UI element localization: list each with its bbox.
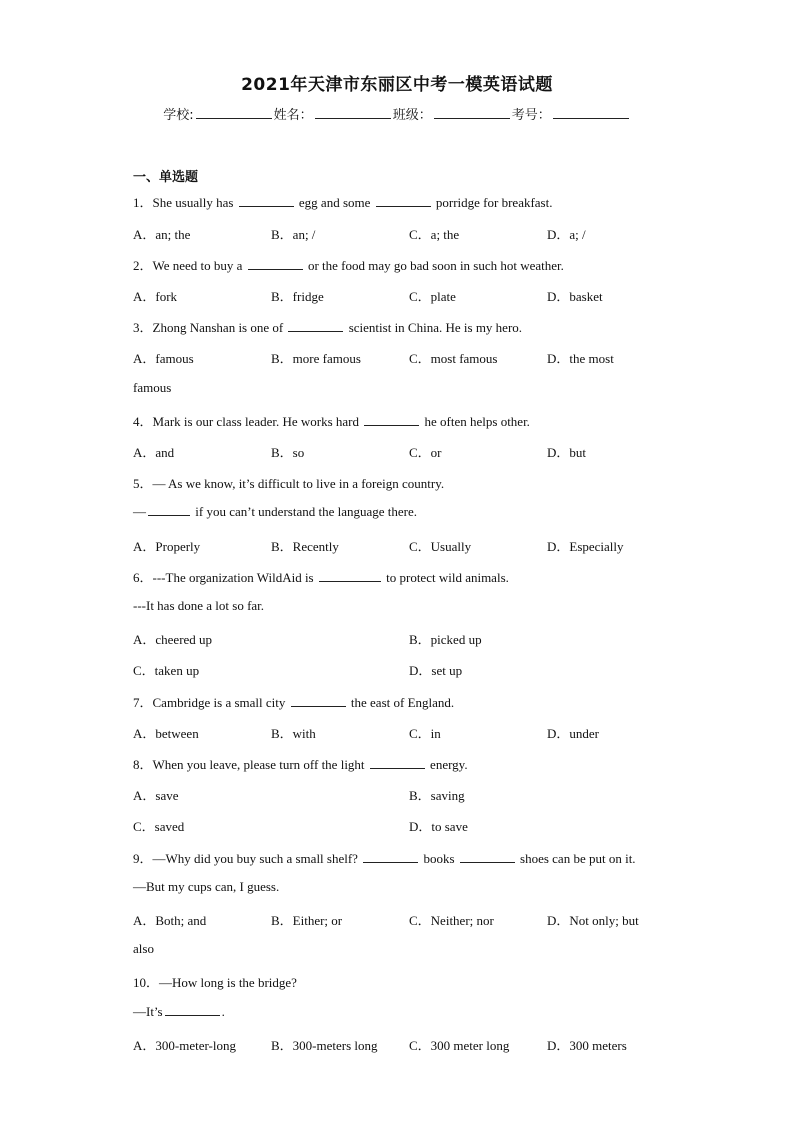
question-10: 10．—How long is the bridge? <box>133 975 297 990</box>
school-label: 学校: <box>163 108 194 123</box>
answer-blank <box>291 695 346 707</box>
question-8: 8．When you leave, please turn off the light energy. <box>133 757 468 772</box>
question-4: 4．Mark is our class leader. He works hard he often helps other. <box>133 414 530 429</box>
option-a[interactable]: A．an; the <box>133 227 191 242</box>
option-b[interactable]: B．picked up <box>409 632 482 647</box>
option-d[interactable]: D．but <box>547 445 587 460</box>
option-c[interactable]: C．taken up <box>133 663 200 678</box>
option-b[interactable]: B．with <box>271 726 316 741</box>
option-b[interactable]: B．fridge <box>271 289 324 304</box>
question-1: 1．She usually has egg and some porridge for breakfast. <box>133 195 553 210</box>
option-d-continued: also <box>133 941 154 956</box>
option-d[interactable]: D．Especially <box>547 539 624 554</box>
answer-blank <box>248 258 303 270</box>
school-blank[interactable] <box>196 106 272 119</box>
question-9-line-2: —But my cups can, I guess. <box>133 879 280 894</box>
class-label: 班级： <box>392 108 432 123</box>
question-10-line-2: —It’s . <box>133 1004 225 1019</box>
student-info-line <box>0 104 794 123</box>
option-b[interactable]: B．Recently <box>271 539 339 554</box>
option-d[interactable]: D．Not only; but <box>547 913 639 928</box>
option-a[interactable]: A．300-meter-long <box>133 1038 236 1053</box>
option-a[interactable]: A．Both; and <box>133 913 207 928</box>
option-b[interactable]: B．more famous <box>271 351 361 366</box>
option-a[interactable]: A．famous <box>133 351 194 366</box>
class-blank[interactable] <box>434 106 510 119</box>
page-title: 2021年天津市东丽区中考一模英语试题 <box>241 75 553 95</box>
option-c[interactable]: C．300 meter long <box>409 1038 510 1053</box>
option-a[interactable]: A．cheered up <box>133 632 213 647</box>
option-a[interactable]: A．and <box>133 445 175 460</box>
option-c[interactable]: C．Neither; nor <box>409 913 494 928</box>
answer-blank <box>460 851 515 863</box>
question-6: 6．---The organization WildAid is to protect wild animals. <box>133 570 509 585</box>
option-d[interactable]: D．to save <box>409 819 468 834</box>
question-9: 9．—Why did you buy such a small shelf? books shoes can be put on it. <box>133 851 636 866</box>
option-b[interactable]: B．so <box>271 445 305 460</box>
answer-blank <box>364 414 419 426</box>
option-d-continued: famous <box>133 380 172 395</box>
answer-blank <box>165 1004 220 1016</box>
option-d[interactable]: D．under <box>547 726 599 741</box>
option-b[interactable]: B．Either; or <box>271 913 343 928</box>
question-5: 5．— As we know, it’s difficult to live in a foreign country. <box>133 476 445 491</box>
option-d[interactable]: D．the most <box>547 351 614 366</box>
answer-blank <box>239 195 294 207</box>
answer-blank <box>148 504 190 516</box>
option-c[interactable]: C．in <box>409 726 441 741</box>
name-label: 姓名： <box>273 108 313 123</box>
option-c[interactable]: C．most famous <box>409 351 498 366</box>
question-6-line-2: ---It has done a lot so far. <box>133 598 265 613</box>
option-a[interactable]: A．fork <box>133 289 178 304</box>
question-7: 7．Cambridge is a small city the east of England. <box>133 695 455 710</box>
option-d[interactable]: D．set up <box>409 663 463 678</box>
option-a[interactable]: A．between <box>133 726 199 741</box>
option-c[interactable]: C．saved <box>133 819 185 834</box>
answer-blank <box>370 757 425 769</box>
option-c[interactable]: C．a; the <box>409 227 460 242</box>
option-d[interactable]: D．a; / <box>547 227 586 242</box>
name-blank[interactable] <box>315 106 391 119</box>
option-b[interactable]: B．saving <box>409 788 465 803</box>
option-c[interactable]: C．plate <box>409 289 456 304</box>
question-2: 2．We need to buy a or the food may go bad soon in such hot weather. <box>133 258 564 273</box>
exam-number-blank[interactable] <box>553 106 629 119</box>
section-heading: 一、单选题 <box>133 170 199 185</box>
question-3: 3．Zhong Nanshan is one of scientist in China. He is my hero. <box>133 320 523 335</box>
option-d[interactable]: D．300 meters <box>547 1038 627 1053</box>
answer-blank <box>319 570 381 582</box>
option-c[interactable]: C．or <box>409 445 442 460</box>
option-c[interactable]: C．Usually <box>409 539 472 554</box>
option-a[interactable]: A．Properly <box>133 539 201 554</box>
answer-blank <box>376 195 431 207</box>
option-d[interactable]: D．basket <box>547 289 603 304</box>
option-b[interactable]: B．an; / <box>271 227 316 242</box>
exam-number-label: 考号： <box>511 108 551 123</box>
option-b[interactable]: B．300-meters long <box>271 1038 378 1053</box>
answer-blank <box>288 320 343 332</box>
question-5-line-2: — if you can’t understand the language there. <box>133 504 418 519</box>
option-a[interactable]: A．save <box>133 788 179 803</box>
answer-blank <box>363 851 418 863</box>
